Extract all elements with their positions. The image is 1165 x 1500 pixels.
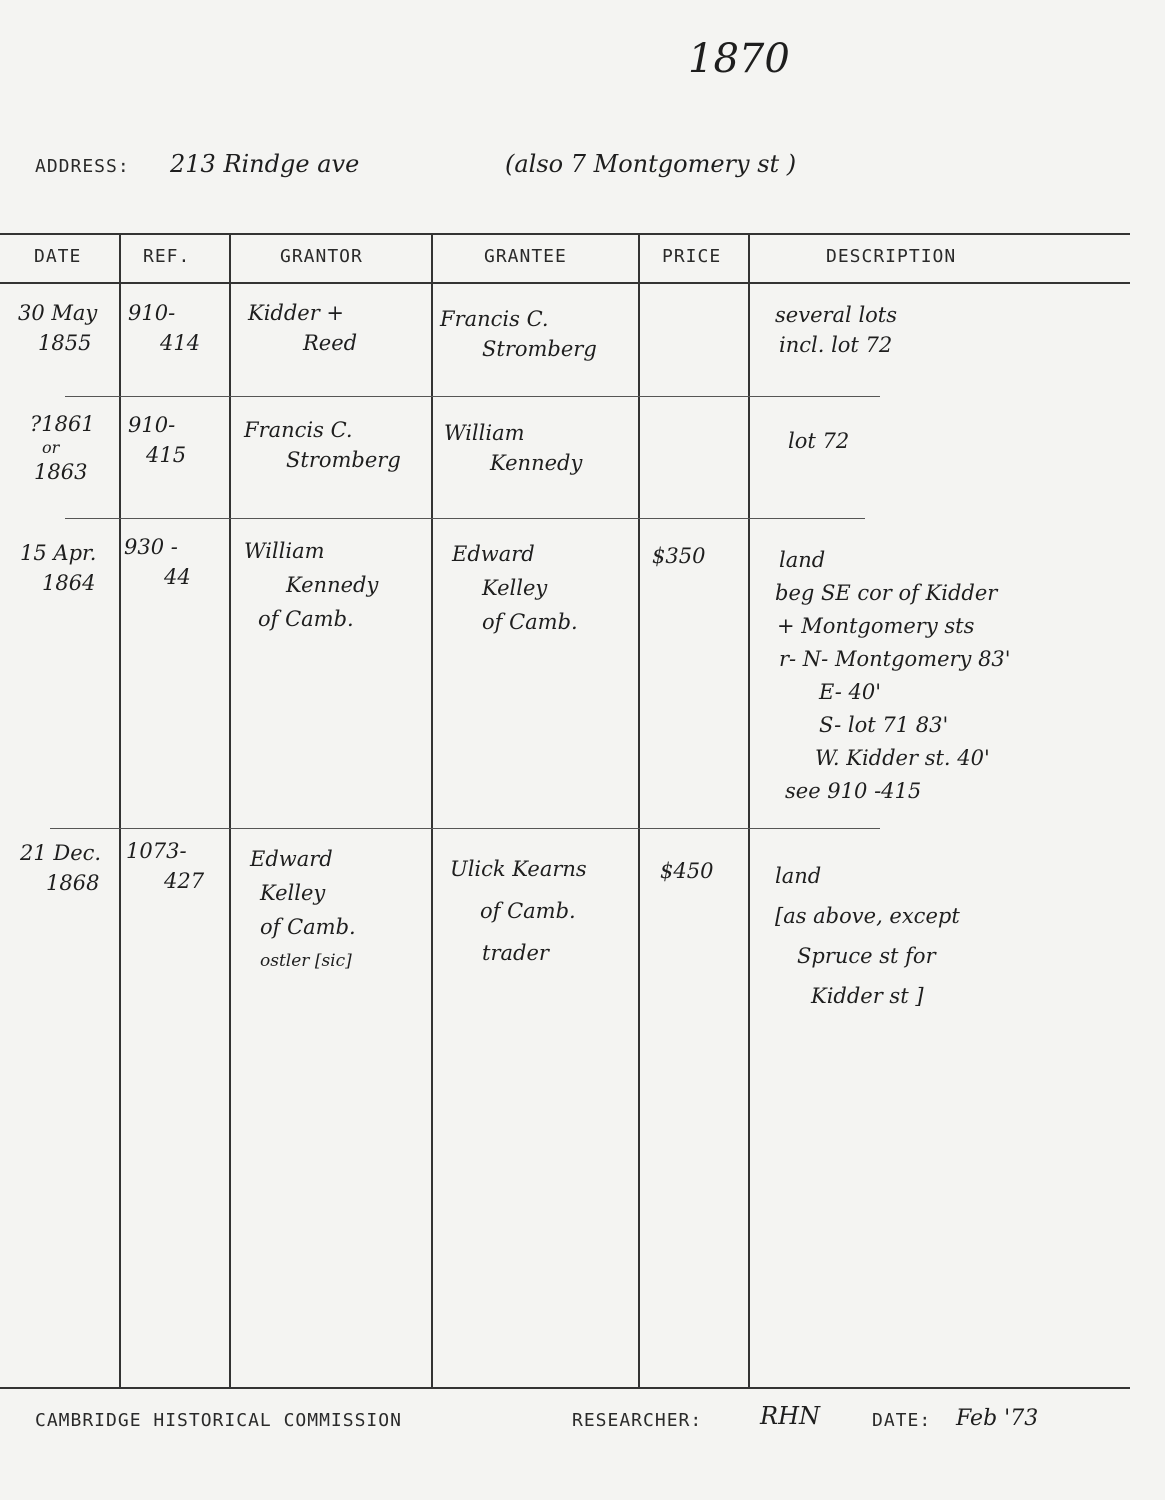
researcher-value: RHN	[760, 1402, 820, 1430]
table-row-2-description: lot 72	[788, 429, 850, 453]
table-bottom-border	[0, 1387, 1130, 1389]
col-divider-4	[638, 233, 640, 1387]
address-note: (also 7 Montgomery st )	[505, 150, 797, 178]
table-row-3-grantee: Edward Kelley of Camb.	[452, 542, 578, 634]
row-separator	[65, 518, 865, 519]
header-description: DESCRIPTION	[826, 246, 957, 267]
header-ref: REF.	[143, 246, 191, 267]
table-row-4-ref: 1073- 427	[126, 839, 205, 893]
table-row-2-grantor: Francis C. Stromberg	[244, 418, 401, 472]
table-row-4-price: $450	[660, 859, 714, 883]
header-grantor: GRANTOR	[280, 246, 363, 267]
header-bottom-border	[0, 282, 1130, 284]
header-date: DATE	[34, 246, 82, 267]
col-divider-2	[229, 233, 231, 1387]
address-label: ADDRESS:	[35, 156, 130, 177]
footer-organization: CAMBRIDGE HISTORICAL COMMISSION	[35, 1410, 402, 1431]
col-divider-3	[431, 233, 433, 1387]
col-divider-5	[748, 233, 750, 1387]
table-row-2-ref: 910- 415	[128, 413, 187, 467]
table-row-1-date: 30 May 1855	[18, 301, 98, 355]
table-row-3-grantor: William Kennedy of Camb.	[244, 539, 379, 631]
table-row-1-grantor: Kidder + Reed	[248, 301, 358, 355]
header-price: PRICE	[662, 246, 722, 267]
table-row-3-price: $350	[652, 544, 706, 568]
table-row-4-description: land [as above, except Spruce st for Kidder st ]	[775, 864, 960, 1008]
table-row-2-date: ?1861 or 1863	[30, 412, 95, 484]
table-row-2-grantee: William Kennedy	[444, 421, 583, 475]
table-row-4-date: 21 Dec. 1868	[20, 841, 102, 895]
address-value: 213 Rindge ave	[170, 150, 360, 178]
year-annotation: 1870	[688, 36, 790, 82]
table-row-1-grantee: Francis C. Stromberg	[440, 307, 597, 361]
table-row-3-date: 15 Apr. 1864	[20, 541, 97, 595]
header-grantee: GRANTEE	[484, 246, 567, 267]
table-row-1-description: several lots incl. lot 72	[775, 303, 898, 357]
researcher-label: RESEARCHER:	[572, 1410, 703, 1431]
table-row-4-grantee: Ulick Kearns of Camb. trader	[450, 857, 587, 965]
table-top-border	[0, 233, 1130, 235]
table-row-4-grantor: Edward Kelley of Camb. ostler [sic]	[250, 847, 356, 971]
row-separator	[65, 396, 880, 397]
table-row-1-ref: 910- 414	[128, 301, 201, 355]
date-label: DATE:	[872, 1410, 932, 1431]
row-separator	[50, 828, 880, 829]
table-row-3-ref: 930 - 44	[124, 535, 191, 589]
table-row-3-description: land beg SE cor of Kidder + Montgomery sts r- N- Montgomery 83' E- 40' S- lot 71 83' W. Kidder st. 40' see 910 -415	[775, 548, 1011, 803]
date-value: Feb '73	[956, 1406, 1039, 1431]
col-divider-1	[119, 233, 121, 1387]
